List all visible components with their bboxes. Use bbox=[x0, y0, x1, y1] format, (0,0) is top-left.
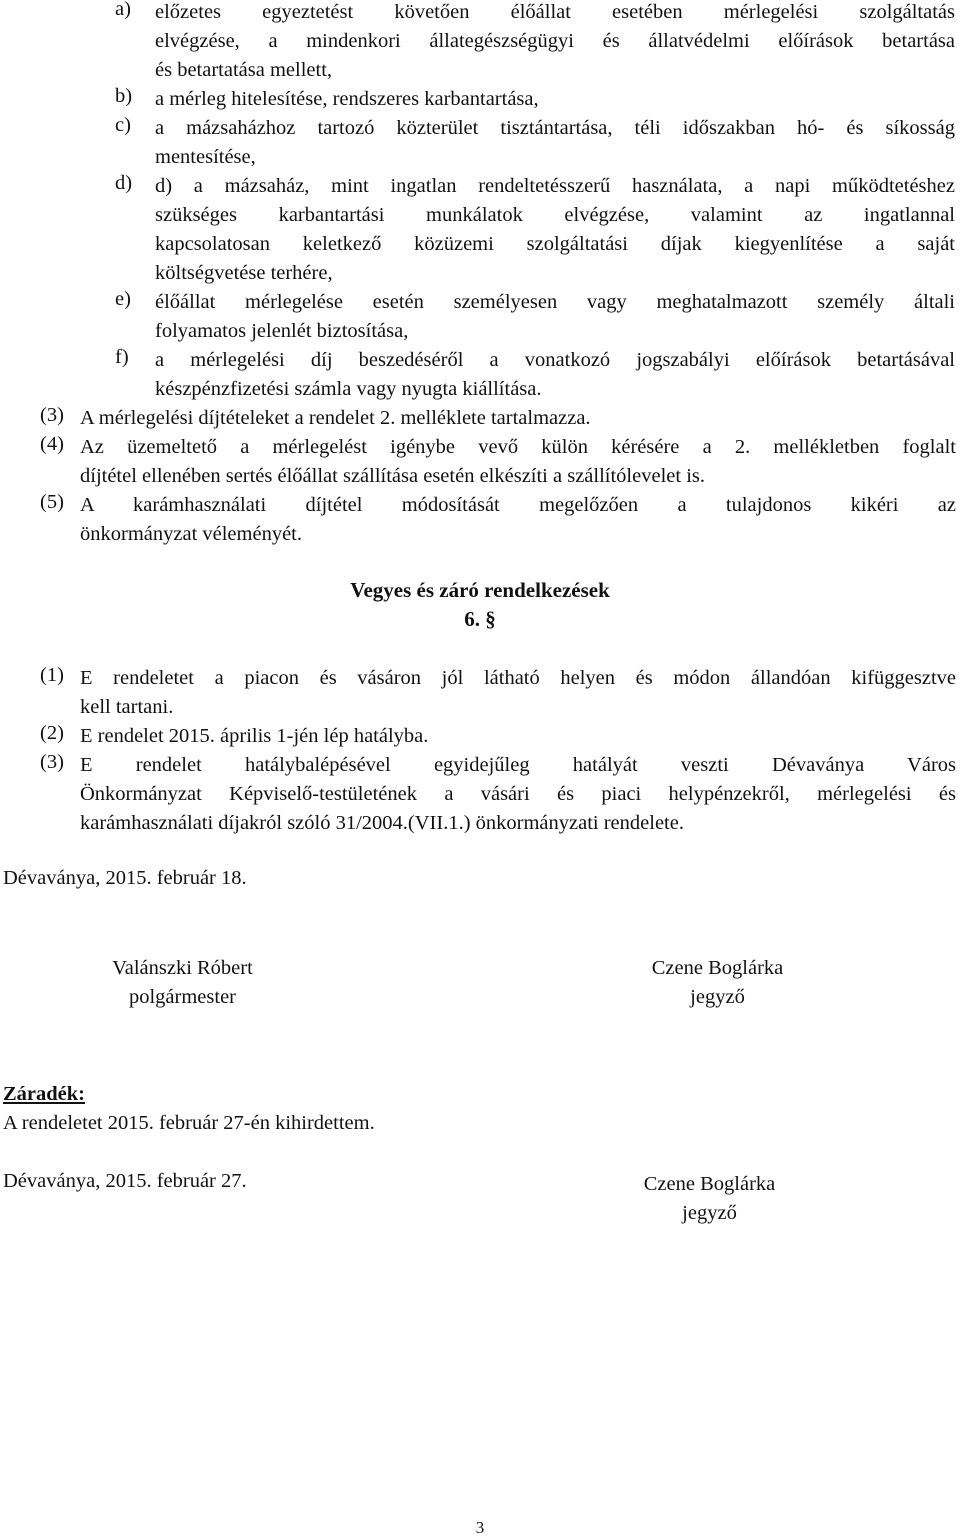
list-item-d bbox=[115, 172, 955, 288]
list-item-line: a mérlegelési díj beszedéséről a vonatkozó jogszabályi előírások betartásával bbox=[155, 349, 955, 371]
paragraph-1 bbox=[40, 664, 956, 722]
list-item-c bbox=[115, 114, 955, 172]
list-item-line: készpénzfizetési számla vagy nyugta kiállítása. bbox=[155, 378, 542, 400]
section-title: Vegyes és záró rendelkezések bbox=[350, 578, 610, 602]
paragraph-4 bbox=[40, 433, 956, 491]
list-item-line: mentesítése, bbox=[155, 146, 256, 168]
list-item-line: előzetes egyeztetést követően élőállat esetében mérlegelési szolgáltatás bbox=[155, 1, 955, 23]
list-item-line: és betartatása mellett, bbox=[155, 59, 333, 81]
list-item-e bbox=[115, 288, 955, 346]
list-item-label: e) bbox=[115, 288, 131, 310]
place-date: Dévaványa, 2015. február 18. bbox=[3, 867, 247, 889]
paragraph-line: Az üzemeltető a mérlegelést igénybe vevő külön kérésére a 2. mellékletben foglalt bbox=[80, 436, 956, 458]
list-item-line: élőállat mérlegelése esetén személyesen vagy meghatalmazott személy általi bbox=[155, 291, 955, 313]
signature-mayor bbox=[70, 954, 295, 1012]
clause-text: A rendeletet 2015. február 27-én kihirdettem. bbox=[3, 1112, 375, 1134]
list-item-line: kapcsolatosan keletkező közüzemi szolgáltatási díjak kiegyenlítése a saját bbox=[155, 233, 955, 255]
list-item-line: folyamatos jelenlét biztosítása, bbox=[155, 320, 409, 342]
paragraph-line: önkormányzat véleményét. bbox=[80, 523, 302, 545]
clause-title: Záradék: bbox=[3, 1083, 85, 1105]
paragraph-label: (3) bbox=[40, 751, 64, 773]
signer-title: polgármester bbox=[128, 986, 236, 1008]
paragraph-line: kell tartani. bbox=[80, 696, 174, 718]
clause-place-date: Dévaványa, 2015. február 27. bbox=[3, 1170, 247, 1192]
signature-notary bbox=[605, 954, 830, 1012]
list-item-b bbox=[115, 85, 955, 114]
paragraph-line: karámhasználati díjakról szóló 31/2004.(VII.1.) önkormányzati rendelete. bbox=[80, 812, 684, 834]
clause-signature bbox=[597, 1170, 822, 1228]
paragraph-line: E rendeletet a piacon és vásáron jól látható helyen és módon állandóan kifüggesztve bbox=[80, 667, 956, 689]
paragraph-line: Önkormányzat Képviselő-testületének a vásári és piaci helypénzekről, mérlegelési és bbox=[80, 783, 956, 805]
signer-name: Czene Boglárka bbox=[643, 1173, 776, 1195]
list-item-line: a mérleg hitelesítése, rendszeres karbantartása, bbox=[155, 88, 539, 110]
paragraph-label: (2) bbox=[40, 722, 64, 744]
page-number: 3 bbox=[475, 1518, 485, 1537]
signer-title: jegyző bbox=[682, 1202, 737, 1224]
list-item-line: szükséges karbantartási munkálatok elvégzése, valamint az ingatlannal bbox=[155, 204, 955, 226]
paragraph-3-final bbox=[40, 751, 956, 838]
paragraph-label: (1) bbox=[40, 664, 64, 686]
paragraph-line: E rendelet 2015. április 1-jén lép hatályba. bbox=[80, 725, 429, 747]
list-item-f bbox=[115, 346, 955, 404]
paragraph-2 bbox=[40, 722, 956, 751]
paragraph-line: A mérlegelési díjtételeket a rendelet 2. melléklete tartalmazza. bbox=[80, 407, 591, 429]
paragraph-label: (5) bbox=[40, 491, 64, 513]
list-item-line: elvégzése, a mindenkori állategészségügyi és állatvédelmi előírások betartása bbox=[155, 30, 955, 52]
signer-title: jegyző bbox=[690, 986, 745, 1008]
list-item-a bbox=[115, 0, 955, 85]
list-item-label: d) bbox=[115, 172, 133, 194]
list-item-line: d) a mázsaház, mint ingatlan rendeltetésszerű használata, a napi működtetéshez bbox=[155, 175, 955, 197]
paragraph-label: (3) bbox=[40, 404, 64, 426]
section-number: 6. § bbox=[464, 607, 496, 631]
signer-name: Czene Boglárka bbox=[651, 957, 784, 979]
paragraph-label: (4) bbox=[40, 433, 64, 455]
paragraph-line: díjtétel ellenében sertés élőállat szállítása esetén elkészíti a szállítólevelet is. bbox=[80, 465, 705, 487]
list-item-label: f) bbox=[115, 346, 129, 368]
paragraph-5 bbox=[40, 491, 956, 549]
paragraph-line: E rendelet hatálybalépésével egyidejűleg hatályát veszti Dévaványa Város bbox=[80, 754, 956, 776]
paragraph-3 bbox=[40, 404, 956, 433]
list-item-line: költségvetése terhére, bbox=[155, 262, 333, 284]
list-item-label: b) bbox=[115, 85, 133, 107]
list-item-line: a mázsaházhoz tartozó közterület tisztántartása, téli időszakban hó- és síkosság bbox=[155, 117, 955, 139]
paragraph-line: A karámhasználati díjtétel módosítását megelőzően a tulajdonos kikéri az bbox=[80, 494, 956, 516]
list-item-label: c) bbox=[115, 114, 131, 136]
signer-name: Valánszki Róbert bbox=[112, 957, 253, 979]
list-item-label: a) bbox=[115, 0, 131, 20]
